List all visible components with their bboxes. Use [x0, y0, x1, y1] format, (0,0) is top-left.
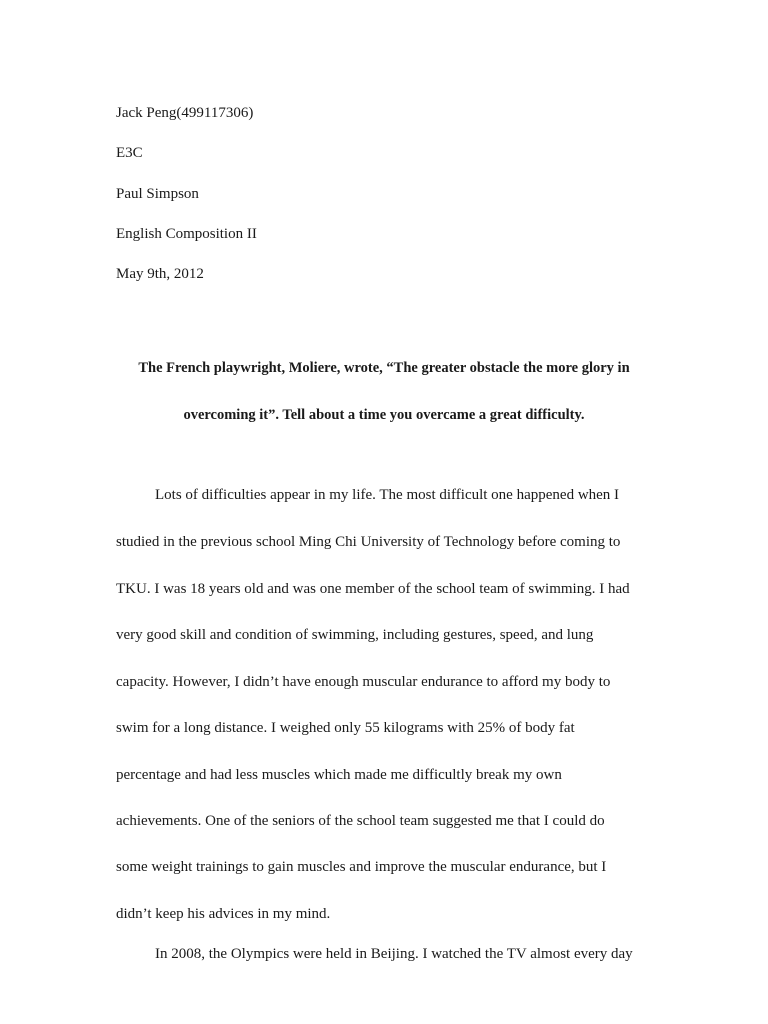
prompt-line-1: The French playwright, Moliere, wrote, “The greater obstacle the more glory in [138, 360, 630, 376]
course-line: English Composition II [116, 226, 257, 242]
body-line: capacity. However, I didn’t have enough muscular endurance to afford my body to [116, 674, 611, 690]
date-line: May 9th, 2012 [116, 266, 204, 282]
body-line: Lots of difficulties appear in my life. The most difficult one happened when I [155, 487, 620, 503]
body-line: studied in the previous school Ming Chi University of Technology before coming to [116, 534, 621, 550]
class-line: E3C [116, 145, 143, 161]
author-line: Jack Peng(499117306) [116, 105, 254, 121]
body-line: percentage and had less muscles which made me difficultly break my own [116, 767, 562, 783]
body-line: very good skill and condition of swimming, including gestures, speed, and lung [116, 627, 594, 643]
body-line: swim for a long distance. I weighed only 55 kilograms with 25% of body fat [116, 720, 575, 736]
instructor-line: Paul Simpson [116, 186, 199, 202]
body-line: TKU. I was 18 years old and was one member of the school team of swimming. I had [116, 581, 630, 597]
body-line: achievements. One of the seniors of the school team suggested me that I could do [116, 813, 605, 829]
body-line: some weight trainings to gain muscles and improve the muscular endurance, but I [116, 859, 607, 875]
body-line: In 2008, the Olympics were held in Beijing. I watched the TV almost every day [155, 946, 633, 962]
prompt-line-2: overcoming it”. Tell about a time you overcame a great difficulty. [183, 407, 585, 423]
body-line: didn’t keep his advices in my mind. [116, 906, 331, 922]
